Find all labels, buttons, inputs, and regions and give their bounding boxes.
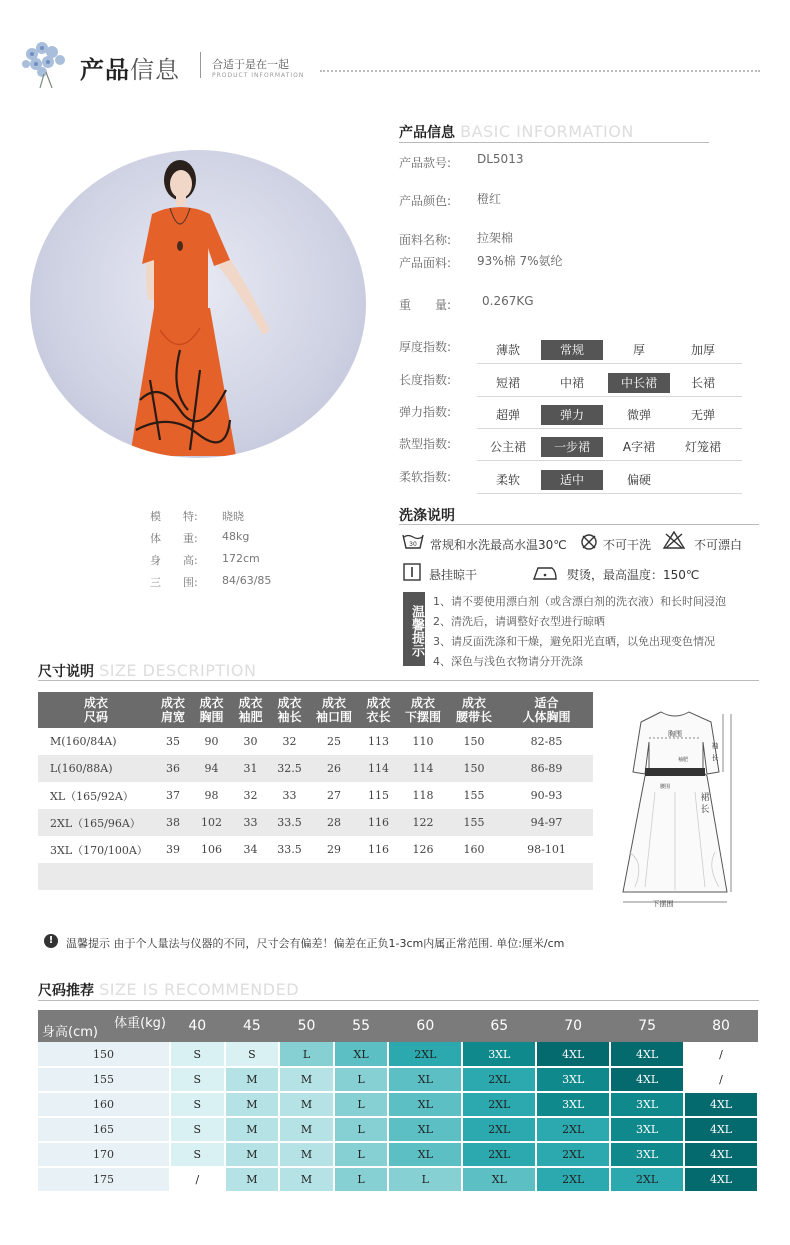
- rec-size-cell: M: [279, 1167, 334, 1192]
- model-value: 48kg: [222, 530, 250, 543]
- rec-weight-header: 80: [684, 1010, 758, 1042]
- rec-size-cell: L: [334, 1067, 389, 1092]
- index-option: 加厚: [690, 343, 715, 357]
- size-cell: 102: [192, 809, 231, 836]
- warning-icon: !: [44, 934, 58, 948]
- header-title-light: 信息: [130, 56, 180, 84]
- size-col-header-line1: 适合: [534, 696, 559, 710]
- size-col-header: [231, 692, 270, 728]
- rec-size-cell: L: [334, 1117, 389, 1142]
- rec-table-row: [38, 1117, 758, 1142]
- rec-size-cell: 2XL: [536, 1167, 610, 1192]
- fabric-name-value: 拉架棉: [477, 231, 514, 245]
- size-heading: [38, 661, 256, 681]
- model-value: 晓晓: [222, 510, 244, 523]
- rec-size-cell: 2XL: [462, 1092, 536, 1117]
- index-label: 柔软指数:: [399, 470, 452, 484]
- size-cell: 118: [412, 789, 434, 802]
- size-table-row: [38, 809, 593, 836]
- size-cell: M(160/84A): [50, 735, 117, 748]
- rec-size-cell: L: [334, 1142, 389, 1167]
- info-row: [399, 294, 451, 313]
- model-stats: [150, 508, 271, 596]
- tip-item: 4、深色与浅色衣物请分开洗涤: [433, 655, 583, 668]
- rec-corner-cell: [38, 1010, 170, 1042]
- index-option: 短裙: [495, 376, 520, 390]
- index-option: 公主裙: [489, 440, 526, 454]
- index-option: 弹力: [541, 405, 603, 425]
- index-option: 长裙: [690, 376, 715, 390]
- product-photo: [30, 150, 366, 458]
- rec-size-cell: 3XL: [610, 1142, 684, 1167]
- size-recommend-table: [38, 1010, 759, 1193]
- care-title: 洗涤说明: [399, 508, 455, 524]
- size-divider: [38, 680, 759, 681]
- size-cell: 2XL（165/96A）: [38, 809, 154, 836]
- header-dotted-line: [320, 70, 760, 72]
- diagram-skirt-length-label-1: 裙: [700, 793, 710, 803]
- size-cell: 31: [231, 755, 270, 782]
- rec-table-row: [38, 1092, 758, 1117]
- rec-size-cell: 4XL: [684, 1117, 758, 1142]
- size-cell: 86-89: [500, 755, 593, 782]
- rec-size-cell: 2XL: [462, 1117, 536, 1142]
- info-heading: [399, 122, 634, 142]
- model-row: [150, 530, 271, 552]
- info-title-en: BASIC INFORMATION: [460, 122, 634, 141]
- size-empty-cell: [38, 863, 593, 890]
- size-cell: 94: [192, 755, 231, 782]
- rec-corner-weight: 体重(kg): [114, 1016, 166, 1031]
- iron-text: 熨烫，最高温度：150℃: [567, 568, 700, 582]
- size-col-header-line1: 成衣: [199, 696, 224, 710]
- rec-size-cell: S: [170, 1067, 225, 1092]
- rec-size-cell: XL: [334, 1042, 389, 1067]
- rec-corner-height: 身高(cm): [42, 1025, 98, 1040]
- rec-size-cell: 3XL: [462, 1042, 536, 1067]
- size-col-header-line2: 肩宽: [160, 710, 185, 724]
- size-cell: 122: [398, 809, 448, 836]
- size-cell: 25: [327, 735, 341, 748]
- size-table-empty-row: [38, 890, 593, 917]
- size-empty-cell: [38, 890, 593, 917]
- hang-dry-text: 悬挂晾干: [429, 568, 478, 582]
- size-col-header-line1: 成衣: [410, 696, 435, 710]
- size-cell: 98: [204, 789, 219, 802]
- size-col-header: [270, 692, 309, 728]
- rec-size-cell: 2XL: [388, 1042, 462, 1067]
- header-subtitle-en: PRODUCT INFORMATION: [212, 72, 305, 79]
- size-cell: XL（165/92A）: [50, 789, 134, 803]
- rec-height-cell: 150: [38, 1042, 170, 1067]
- size-cell: 32.5: [270, 755, 309, 782]
- diagram-sleeve-width-label: 袖肥: [677, 757, 689, 763]
- index-line: [477, 493, 742, 494]
- size-table-row: [38, 728, 593, 755]
- rec-table-row: [38, 1042, 758, 1067]
- info-row: [399, 229, 451, 248]
- rec-size-cell: L: [388, 1167, 462, 1192]
- rec-size-cell: 3XL: [536, 1092, 610, 1117]
- size-cell: 3XL（170/100A）: [50, 843, 148, 857]
- index-option: 中长裙: [608, 373, 670, 393]
- size-cell: 94-97: [500, 809, 593, 836]
- size-col-header: [448, 692, 500, 728]
- size-cell: 114: [398, 755, 448, 782]
- size-col-header: [38, 692, 154, 728]
- rec-size-cell: S: [170, 1092, 225, 1117]
- rec-size-cell: M: [279, 1117, 334, 1142]
- size-cell: 38: [154, 809, 192, 836]
- model-value: 84/63/85: [222, 574, 272, 587]
- wash-icon: [402, 532, 424, 554]
- rec-size-cell: XL: [388, 1117, 462, 1142]
- rec-size-cell: S: [225, 1042, 280, 1067]
- size-cell: 35: [166, 735, 180, 748]
- tip-item: 3、请反面洗涤和干燥，避免阳光直晒，以免出现变色情况: [433, 635, 715, 648]
- size-table-row: [38, 782, 593, 809]
- size-col-header-line2: 袖肥: [238, 710, 263, 724]
- info-divider: [399, 142, 709, 143]
- index-option: 一步裙: [541, 437, 603, 457]
- size-cell: 27: [327, 789, 341, 802]
- size-cell: 33.5: [277, 843, 302, 856]
- size-cell: 32: [243, 789, 258, 802]
- size-col-header-line2: 尺码: [83, 710, 108, 724]
- size-cell: 28: [309, 809, 359, 836]
- size-cell: 114: [359, 755, 398, 782]
- info-row: [399, 152, 451, 171]
- size-cell: 90: [204, 735, 219, 748]
- index-option: 偏硬: [626, 473, 651, 487]
- rec-height-cell: 155: [38, 1067, 170, 1092]
- diagram-waist-label: 腰围: [659, 784, 671, 790]
- rec-height-cell: 160: [38, 1092, 170, 1117]
- info-label: 面料名称:: [399, 233, 452, 247]
- rec-size-cell: M: [225, 1167, 280, 1192]
- size-col-header-line2: 衣长: [366, 710, 391, 724]
- rec-weight-header: 45: [225, 1010, 280, 1042]
- size-col-header: [154, 692, 192, 728]
- tip-badge: 温馨提示: [403, 592, 425, 666]
- size-note-label: 温馨提示: [66, 937, 110, 950]
- info-row: [399, 190, 451, 209]
- size-table: [38, 692, 593, 917]
- size-col-header-line2: 胸围: [199, 710, 224, 724]
- model-row: [150, 574, 271, 596]
- index-label: 长度指数:: [399, 373, 452, 387]
- color-value: 橙红: [477, 192, 502, 206]
- rec-size-cell: 4XL: [684, 1167, 758, 1192]
- size-col-header: [500, 692, 593, 728]
- diagram-sleeve-length-label-2: 长: [711, 754, 719, 762]
- size-col-header: [398, 692, 448, 728]
- fabric-value: 93%棉 7%氨纶: [477, 254, 563, 268]
- rec-height-cell: 175: [38, 1167, 170, 1192]
- index-option: 常规: [541, 340, 603, 360]
- size-cell: 90-93: [530, 789, 563, 802]
- size-cell: 150: [463, 735, 485, 748]
- size-cell: 33.5: [270, 809, 309, 836]
- size-cell: 116: [359, 809, 398, 836]
- size-cell: 126: [412, 843, 434, 856]
- model-label: 模 特:: [150, 510, 198, 523]
- rec-size-cell: 2XL: [462, 1142, 536, 1167]
- index-line: [477, 363, 742, 364]
- index-option: 微弹: [626, 408, 651, 422]
- care-heading: [399, 505, 455, 525]
- rec-size-cell: 4XL: [684, 1142, 758, 1167]
- rec-size-cell: /: [684, 1067, 758, 1092]
- size-cell: 34: [243, 843, 258, 856]
- size-col-header-line1: 成衣: [461, 696, 486, 710]
- no-bleach-icon: [662, 530, 686, 554]
- rec-size-cell: M: [279, 1092, 334, 1117]
- size-cell: 155: [448, 809, 500, 836]
- weight-value: 0.267KG: [482, 294, 534, 308]
- info-label: 产品面料:: [399, 256, 452, 270]
- size-note-text: 由于个人量法与仪器的不同，尺寸会有偏差！偏差在正负1-3cm内属正常范围. 单位:厘米/cm: [113, 937, 565, 950]
- size-cell: 150: [448, 755, 500, 782]
- header-title: [80, 50, 180, 85]
- rec-size-cell: M: [279, 1142, 334, 1167]
- rec-size-cell: 4XL: [536, 1042, 610, 1067]
- info-label: 重 量:: [399, 298, 452, 312]
- rec-table-row: [38, 1067, 758, 1092]
- logo-flower-icon: [14, 36, 76, 90]
- rec-weight-header: 50: [279, 1010, 334, 1042]
- size-cell: 33: [282, 789, 297, 802]
- rec-size-cell: XL: [462, 1167, 536, 1192]
- index-option: 薄款: [495, 343, 520, 357]
- info-title: 产品信息: [399, 125, 455, 141]
- size-col-header-line2: 袖口围: [315, 710, 352, 724]
- index-option: 厚: [632, 343, 645, 357]
- tip-item: 1、请不要使用漂白剂（或含漂白剂的洗衣液）和长时间浸泡: [433, 595, 726, 608]
- diagram-sleeve-length-label-1: 袖: [711, 742, 719, 750]
- rec-divider: [38, 1000, 759, 1001]
- index-label: 厚度指数:: [399, 340, 452, 354]
- model-row: [150, 552, 271, 574]
- rec-size-cell: M: [279, 1067, 334, 1092]
- rec-title-en: SIZE IS RECOMMENDED: [99, 980, 300, 999]
- info-label: 产品颜色:: [399, 194, 452, 208]
- size-col-header-line1: 成衣: [277, 696, 302, 710]
- size-cell: 29: [327, 843, 341, 856]
- size-cell: 36: [154, 755, 192, 782]
- size-col-header-line2: 人体胸围: [522, 710, 571, 724]
- rec-weight-header: 70: [536, 1010, 610, 1042]
- care-divider: [399, 524, 759, 525]
- rec-heading: [38, 980, 299, 1000]
- size-cell: 37: [166, 789, 180, 802]
- model-value: 172cm: [222, 552, 260, 565]
- index-line: [477, 396, 742, 397]
- size-col-header-line1: 成衣: [83, 696, 108, 710]
- diagram-hem-label: 下摆围: [652, 900, 674, 908]
- header-subtitle: 合适于是在一起: [212, 58, 289, 71]
- rec-size-cell: 2XL: [462, 1067, 536, 1092]
- info-row: [399, 252, 451, 271]
- size-col-header-line1: 成衣: [366, 696, 391, 710]
- size-cell: 160: [463, 843, 485, 856]
- model-row: [150, 508, 271, 530]
- rec-size-cell: 2XL: [536, 1117, 610, 1142]
- size-table-header: [38, 692, 593, 728]
- size-cell: 33: [231, 809, 270, 836]
- rec-size-cell: S: [170, 1117, 225, 1142]
- index-option: 超弹: [495, 408, 520, 422]
- size-col-header: [359, 692, 398, 728]
- size-col-header-line2: 袖长: [277, 710, 302, 724]
- size-cell: 26: [309, 755, 359, 782]
- size-col-header: [192, 692, 231, 728]
- index-option: 适中: [541, 470, 603, 490]
- size-table-row: [38, 836, 593, 863]
- size-col-header-line1: 成衣: [321, 696, 346, 710]
- size-note: [66, 935, 564, 951]
- dress-diagram: [615, 702, 735, 916]
- rec-size-cell: 4XL: [684, 1092, 758, 1117]
- size-cell: 155: [463, 789, 485, 802]
- size-col-header-line1: 成衣: [160, 696, 185, 710]
- model-label: 身 高:: [150, 554, 198, 567]
- wash-icon-number: 30: [409, 541, 417, 548]
- index-line: [477, 460, 742, 461]
- rec-weight-header: 65: [462, 1010, 536, 1042]
- rec-size-cell: 2XL: [610, 1167, 684, 1192]
- size-cell: 106: [201, 843, 222, 856]
- size-table-empty-row: [38, 863, 593, 890]
- rec-size-cell: 3XL: [610, 1092, 684, 1117]
- style-number-value: DL5013: [477, 152, 524, 166]
- rec-weight-header: 60: [388, 1010, 462, 1042]
- size-col-header-line1: 成衣: [238, 696, 263, 710]
- hang-dry-icon: [403, 563, 421, 585]
- index-option: 无弹: [690, 408, 715, 422]
- no-dryclean-text: 不可干洗: [603, 538, 652, 552]
- index-option: A字裙: [622, 440, 656, 454]
- rec-size-cell: M: [225, 1092, 280, 1117]
- index-option: 灯笼裙: [684, 440, 721, 454]
- index-option: 柔软: [495, 473, 520, 487]
- size-cell: 82-85: [530, 735, 563, 748]
- size-cell: 113: [368, 735, 389, 748]
- rec-size-cell: /: [170, 1167, 225, 1192]
- info-label: 产品款号:: [399, 156, 452, 170]
- no-bleach-text: 不可漂白: [694, 538, 743, 552]
- index-label: 弹力指数:: [399, 405, 452, 419]
- diagram-skirt-length-label-2: 长: [700, 805, 710, 815]
- size-col-header-line2: 腰带长: [455, 710, 492, 724]
- rec-size-cell: XL: [388, 1067, 462, 1092]
- rec-size-cell: L: [279, 1042, 334, 1067]
- model-label: 体 重:: [150, 532, 198, 545]
- size-cell: 98-101: [527, 843, 566, 856]
- rec-size-cell: S: [170, 1042, 225, 1067]
- index-label: 款型指数:: [399, 437, 452, 451]
- size-cell: 116: [368, 843, 389, 856]
- rec-height-cell: 170: [38, 1142, 170, 1167]
- rec-size-cell: XL: [388, 1092, 462, 1117]
- model-label: 三 围:: [150, 576, 198, 589]
- rec-weight-header: 55: [334, 1010, 389, 1042]
- rec-table-row: [38, 1167, 758, 1192]
- rec-size-cell: M: [225, 1142, 280, 1167]
- size-title-en: SIZE DESCRIPTION: [99, 661, 257, 680]
- rec-size-cell: S: [170, 1142, 225, 1167]
- rec-size-cell: /: [684, 1042, 758, 1067]
- size-cell: 115: [368, 789, 389, 802]
- index-line: [477, 428, 742, 429]
- size-col-header-line2: 下摆围: [404, 710, 441, 724]
- rec-table-row: [38, 1142, 758, 1167]
- size-cell: 39: [166, 843, 180, 856]
- size-title: 尺寸说明: [38, 664, 94, 680]
- rec-weight-header: 75: [610, 1010, 684, 1042]
- rec-height-cell: 165: [38, 1117, 170, 1142]
- size-cell: 110: [412, 735, 434, 748]
- rec-size-cell: 3XL: [610, 1117, 684, 1142]
- rec-size-cell: XL: [388, 1142, 462, 1167]
- tip-item: 2、清洗后，请调整好衣型进行晾晒: [433, 615, 605, 628]
- rec-weight-header: 40: [170, 1010, 225, 1042]
- rec-size-cell: L: [334, 1167, 389, 1192]
- diagram-chest-label: 胸围: [668, 730, 682, 738]
- rec-size-cell: M: [225, 1117, 280, 1142]
- rec-size-cell: 4XL: [610, 1042, 684, 1067]
- rec-table-header: [38, 1010, 758, 1042]
- size-table-row: [38, 755, 593, 782]
- rec-size-cell: M: [225, 1067, 280, 1092]
- size-cell: 30: [243, 735, 258, 748]
- rec-title: 尺码推荐: [38, 983, 94, 999]
- wash-text: 常规和水洗最高水温30℃: [430, 538, 567, 552]
- no-dryclean-icon: [580, 533, 598, 555]
- header-divider: [200, 52, 201, 78]
- rec-size-cell: L: [334, 1092, 389, 1117]
- rec-size-cell: 2XL: [536, 1142, 610, 1167]
- rec-size-cell: 3XL: [536, 1067, 610, 1092]
- size-cell: 32: [282, 735, 297, 748]
- rec-size-cell: 4XL: [610, 1067, 684, 1092]
- iron-icon: [532, 563, 558, 585]
- header-title-bold: 产品: [80, 56, 130, 84]
- index-option: 中裙: [559, 376, 584, 390]
- size-cell: L(160/88A): [38, 755, 154, 782]
- size-col-header: [309, 692, 359, 728]
